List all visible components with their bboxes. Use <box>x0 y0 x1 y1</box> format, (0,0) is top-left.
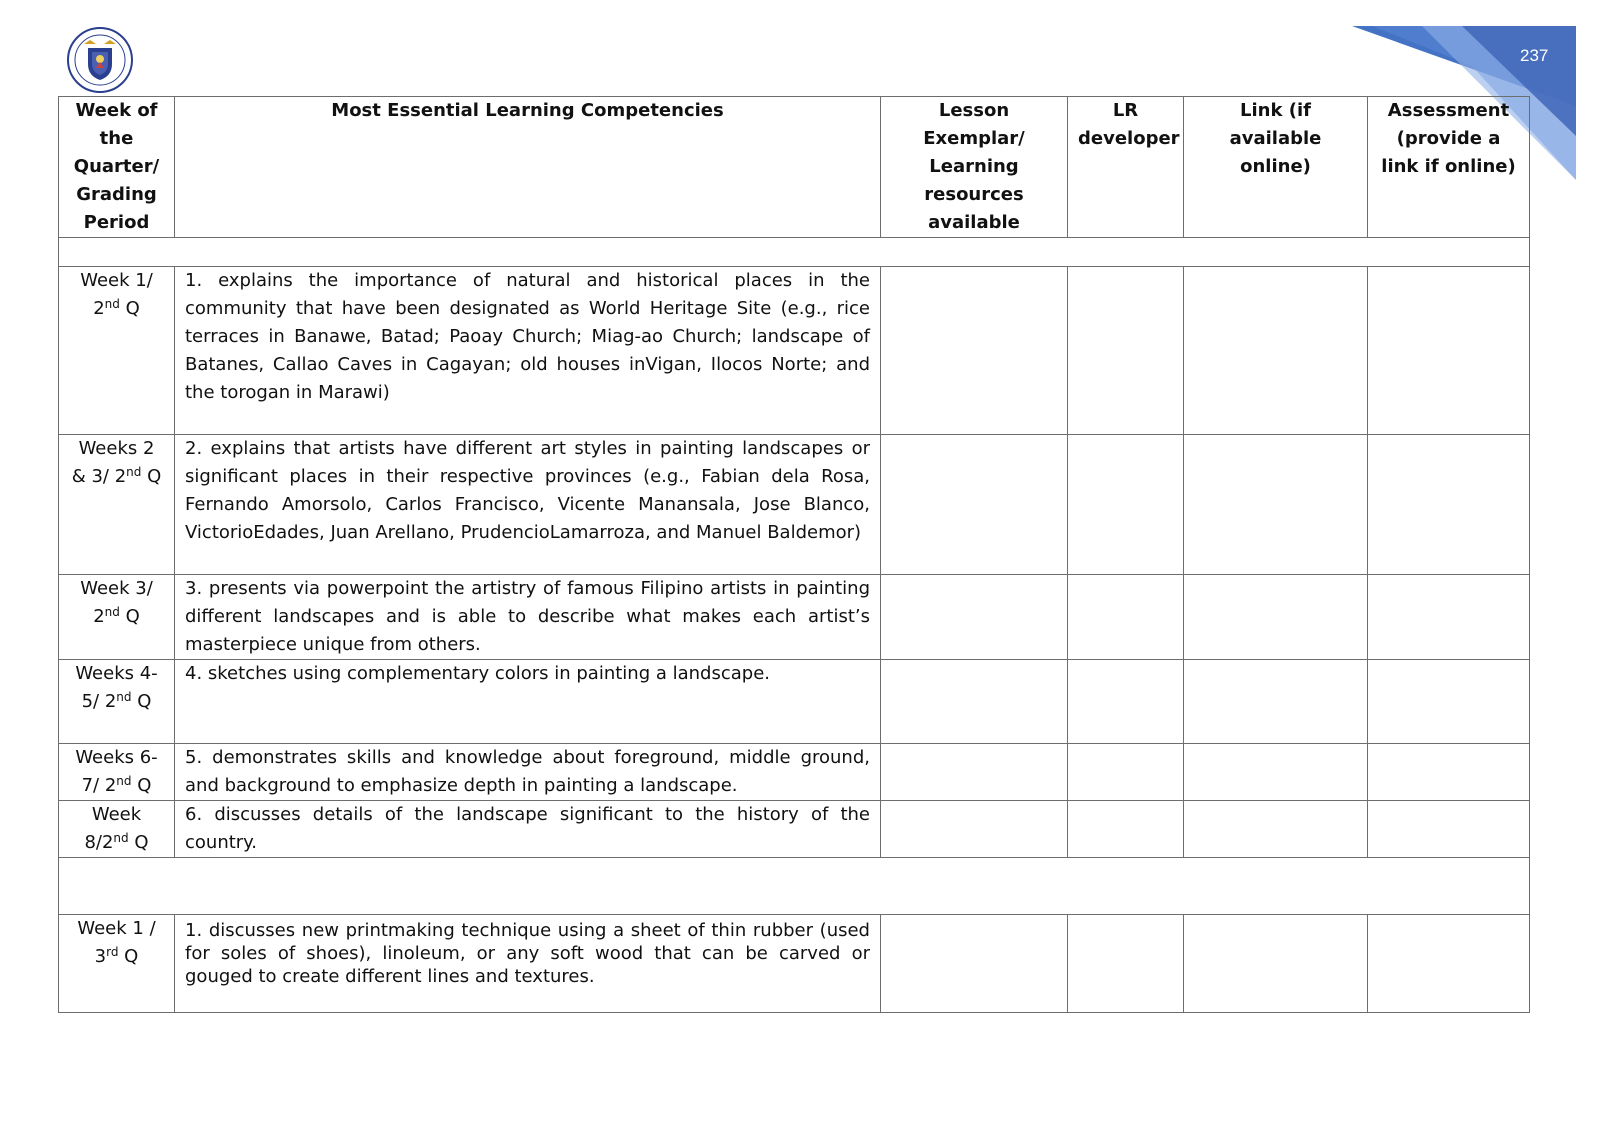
week-cell <box>59 801 175 858</box>
lr-developer-cell <box>1068 575 1184 660</box>
week-label: Week 1/ 2 <box>80 270 153 319</box>
assessment-cell <box>1368 801 1530 858</box>
assessment-cell <box>1368 660 1530 744</box>
week-label: Week 3/ 2 <box>80 578 153 627</box>
header-competencies: Most Essential Learning Competencies <box>175 97 881 238</box>
competency-cell: 1. discusses new printmaking technique using a sheet of thin rubber (used for soles of shoes), linoleum, or any soft wood that can be carved or gouged to create different lines and textures. <box>175 915 881 1013</box>
link-cell <box>1184 744 1368 801</box>
week-ordinal: nd <box>116 690 132 704</box>
lr-developer-cell <box>1068 915 1184 1013</box>
table-row <box>59 267 1530 435</box>
link-cell <box>1184 267 1368 435</box>
assessment-cell <box>1368 575 1530 660</box>
week-quarter: Q <box>131 775 152 796</box>
spacer-row <box>59 238 1530 267</box>
spacer-row <box>59 858 1530 915</box>
competency-cell: 5. demonstrates skills and knowledge about foreground, middle ground, and background to emphasize depth in painting a landscape. <box>175 744 881 801</box>
lesson-cell <box>881 435 1068 575</box>
week-cell <box>59 435 175 575</box>
competency-cell: 3. presents via powerpoint the artistry of famous Filipino artists in painting different landscapes and is able to describe what makes each artist’s masterpiece unique from others. <box>175 575 881 660</box>
table-row <box>59 801 1530 858</box>
competency-cell: 2. explains that artists have different art styles in painting landscapes or significant places in their respective provinces (e.g., Fabian dela Rosa, Fernando Amorsolo, Carlos Francisco, Vicente Manansala, Jose Blanco, VictorioEdades, Juan Arellano, PrudencioLamarroza, and Manuel Baldemor) <box>175 435 881 575</box>
week-label: Week 1 / 3 <box>77 918 156 967</box>
lesson-cell <box>881 915 1068 1013</box>
week-ordinal: rd <box>106 945 119 959</box>
week-ordinal: nd <box>126 465 142 479</box>
week-ordinal: nd <box>116 774 132 788</box>
week-quarter: Q <box>131 691 152 712</box>
lr-developer-cell <box>1068 267 1184 435</box>
week-ordinal: nd <box>104 605 120 619</box>
competency-cell: 6. discusses details of the landscape significant to the history of the country. <box>175 801 881 858</box>
spacer-cell <box>59 238 1530 267</box>
assessment-cell <box>1368 915 1530 1013</box>
lesson-cell <box>881 660 1068 744</box>
week-quarter: Q <box>119 298 140 319</box>
link-cell <box>1184 435 1368 575</box>
assessment-cell <box>1368 267 1530 435</box>
week-label: Weeks 4-5/ 2 <box>75 663 158 712</box>
week-quarter: Q <box>128 832 149 853</box>
week-cell <box>59 660 175 744</box>
assessment-cell <box>1368 744 1530 801</box>
week-cell <box>59 267 175 435</box>
competency-cell: 1. explains the importance of natural and historical places in the community that have been designated as World Heritage Site (e.g., rice terraces in Banawe, Batad; Paoay Church; Miag-ao Church; landscape of Batanes, Callao Caves in Cagayan; old houses inVigan, Ilocos Norte; and the torogan in Marawi) <box>175 267 881 435</box>
week-quarter: Q <box>118 946 139 967</box>
week-cell <box>59 744 175 801</box>
link-cell <box>1184 801 1368 858</box>
week-quarter: Q <box>119 606 140 627</box>
week-label: Weeks 6-7/ 2 <box>75 747 158 796</box>
header-assessment: Assessment (provide a link if online) <box>1368 97 1530 238</box>
week-ordinal: nd <box>104 297 120 311</box>
week-label: Weeks 2 & 3/ 2 <box>71 438 155 487</box>
lr-developer-cell <box>1068 801 1184 858</box>
table-row <box>59 660 1530 744</box>
table-row <box>59 744 1530 801</box>
lesson-cell <box>881 744 1068 801</box>
table-row <box>59 575 1530 660</box>
lesson-cell <box>881 801 1068 858</box>
header-lesson-exemplar: Lesson Exemplar/ Learning resources available <box>881 97 1068 238</box>
link-cell <box>1184 575 1368 660</box>
header-row <box>59 97 1530 238</box>
table-row <box>59 435 1530 575</box>
header-week: Week of the Quarter/ Grading Period <box>59 97 175 238</box>
table-row <box>59 915 1530 1013</box>
spacer-cell <box>59 858 1530 915</box>
page-number: 237 <box>1520 46 1549 65</box>
competency-cell: 4. sketches using complementary colors in painting a landscape. <box>175 660 881 744</box>
melc-table <box>58 96 1530 1013</box>
lesson-cell <box>881 267 1068 435</box>
week-cell <box>59 915 175 1013</box>
lr-developer-cell <box>1068 435 1184 575</box>
link-cell <box>1184 915 1368 1013</box>
week-quarter: Q <box>141 466 162 487</box>
week-label: Week 8/2 <box>84 804 142 853</box>
header-lr-developer: LR developer <box>1068 97 1184 238</box>
assessment-cell <box>1368 435 1530 575</box>
lr-developer-cell <box>1068 660 1184 744</box>
week-ordinal: nd <box>113 831 129 845</box>
lr-developer-cell <box>1068 744 1184 801</box>
header-link: Link (if available online) <box>1184 97 1368 238</box>
lesson-cell <box>881 575 1068 660</box>
week-cell <box>59 575 175 660</box>
deped-seal-icon <box>66 26 134 94</box>
link-cell <box>1184 660 1368 744</box>
